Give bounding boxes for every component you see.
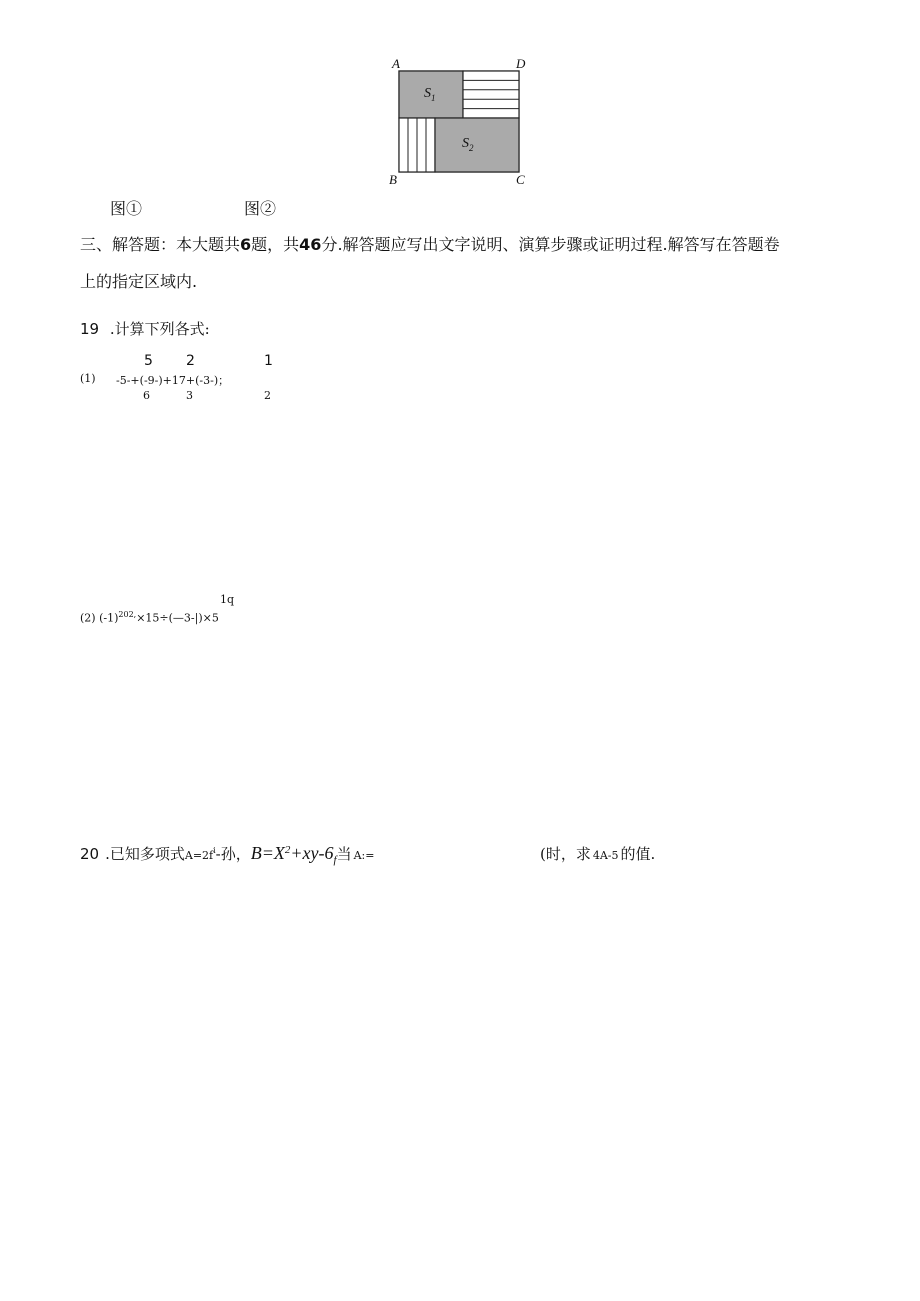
region-s2-label: $S_2$ — [462, 136, 474, 153]
region-s2-rect — [435, 118, 519, 172]
section-instructions-line2: 上的指定区域内. — [80, 272, 198, 291]
fraction-numerator: 2 — [186, 353, 195, 369]
figure-caption-2: 图② — [244, 199, 277, 218]
vertex-a-label: A — [392, 56, 400, 71]
square-diagram — [386, 56, 536, 191]
part-2-top-annotation: 1q — [220, 593, 235, 606]
part-2-expression: (2) $(-1)^{202,}\times 15\div(—3-|)\times 5$ — [80, 610, 219, 625]
square-figure — [386, 56, 536, 191]
vertex-b-label: B — [389, 172, 397, 187]
vertex-d-label: D — [516, 56, 526, 71]
region-s1-label: $S_1$ — [424, 86, 436, 103]
section-instructions-line1: 三、解答题：本大题共6题，共46分.解答题应写出文字说明、演算步骤或证明过程.解答写在答题卷 — [80, 235, 780, 254]
fraction-numerator: 1 — [264, 353, 273, 369]
question-19 — [80, 318, 210, 339]
question-number: 19 — [80, 320, 100, 338]
part-1-label: (1) — [80, 372, 96, 385]
vertex-c-label: C — [516, 172, 525, 187]
fraction-denominator: 3 — [186, 389, 193, 402]
fraction-denominator: 2 — [264, 389, 271, 402]
question-20: 20 .已知多项式$A=2f^i-$孙，$B=X^2+xy-6_f$当 A:= — [80, 843, 375, 866]
question-number: 20 — [80, 845, 100, 863]
part-1-expression: -5-+(-9-)+17+(-3-)； — [116, 374, 230, 387]
fraction-numerator: 5 — [144, 353, 153, 369]
question-20-tail: (时，求 4A-5 的值. — [540, 845, 656, 863]
question-text: .计算下列各式: — [109, 320, 210, 338]
fraction-denominator: 6 — [143, 389, 150, 402]
figure-caption-1: 图① — [110, 199, 143, 218]
horizontal-strips — [463, 71, 519, 118]
